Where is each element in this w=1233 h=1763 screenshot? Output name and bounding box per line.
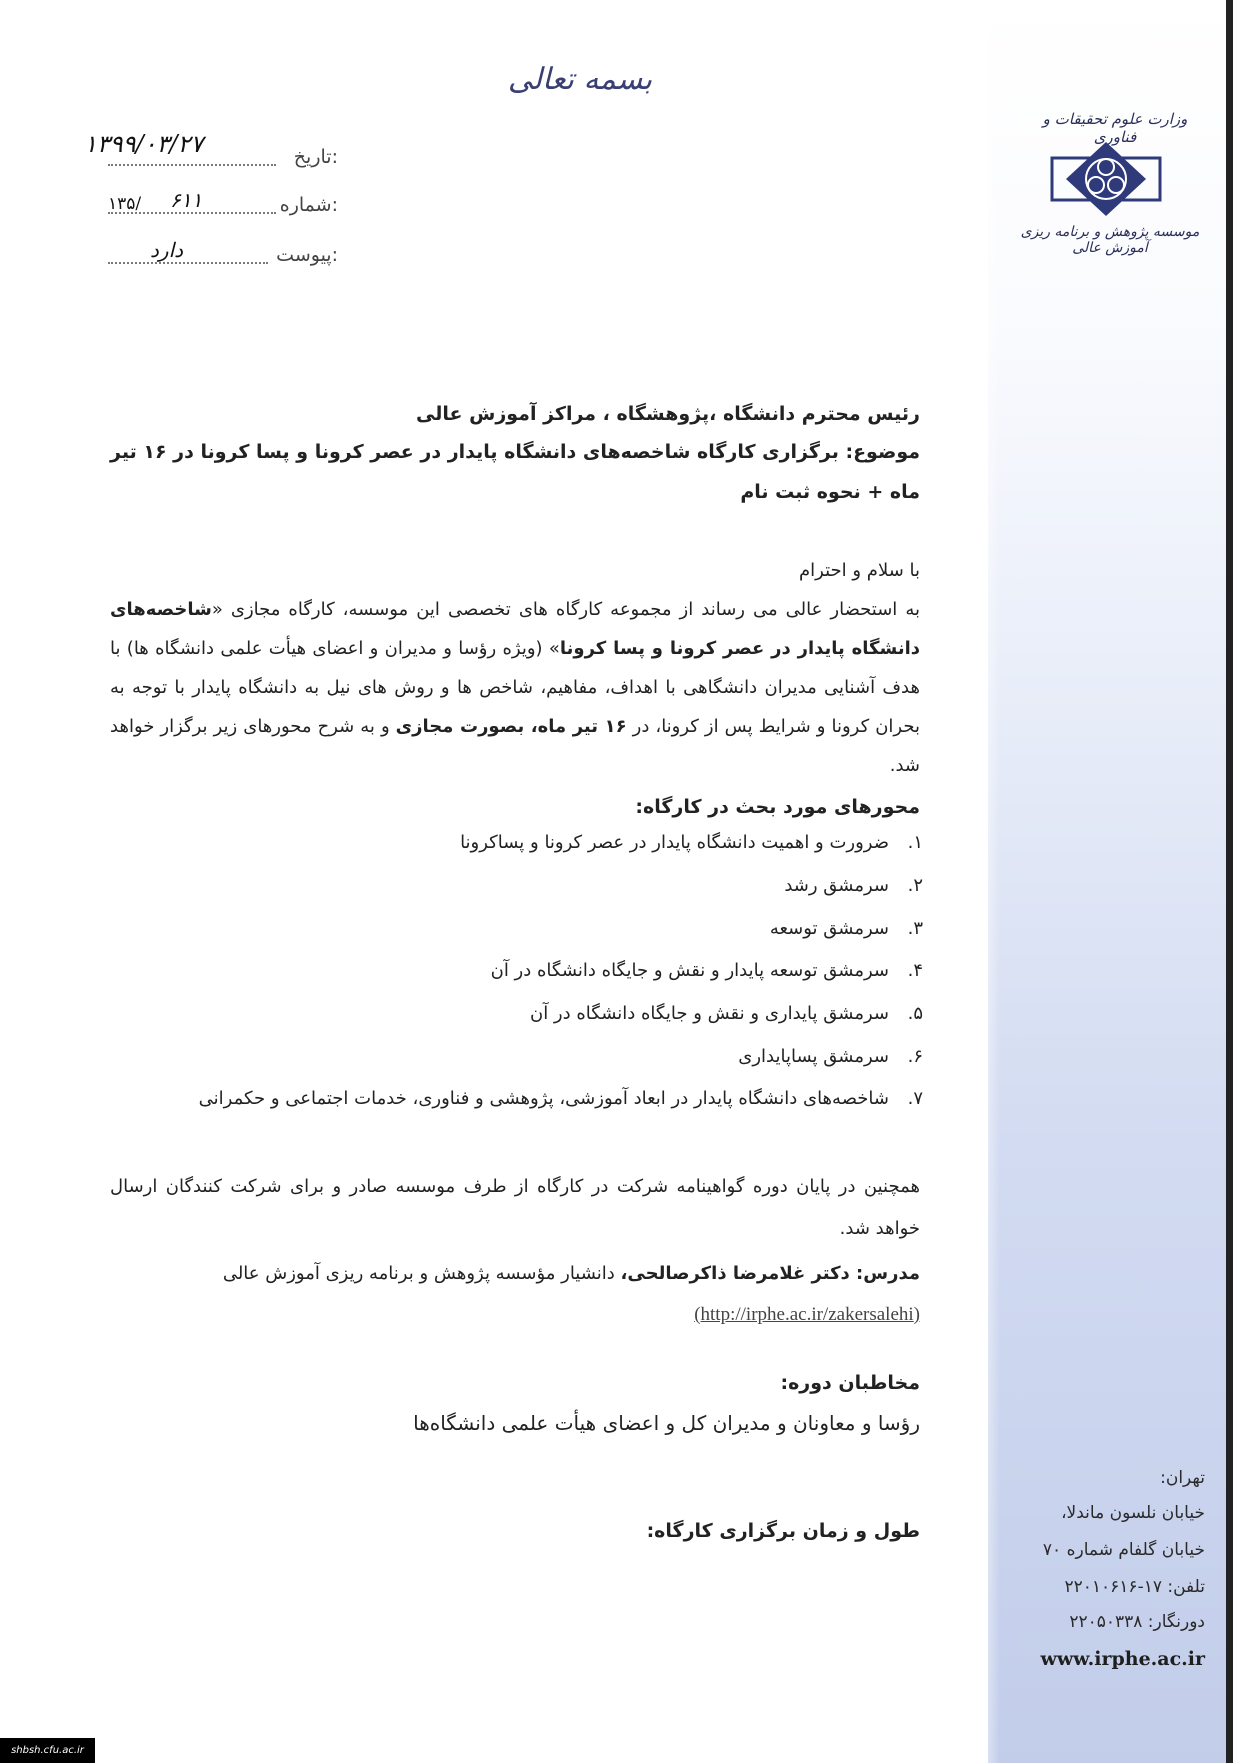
address-phone: تلفن: ۱۷-۲۲۰۱۰۶۱۶ (1064, 1577, 1205, 1597)
letterhead-sidebar (988, 0, 1233, 1763)
topic-item (199, 1088, 923, 1109)
topic-text: سرمشق توسعه (769, 918, 889, 939)
address-fax: دورنگار: ۲۲۰۵۰۳۳۸ (1069, 1612, 1205, 1632)
institute-name: موسسه پژوهش و برنامه ریزی آموزش عالی (1020, 224, 1200, 256)
attachment-dots (108, 262, 268, 264)
attachment-label: پیوست: (276, 244, 338, 266)
topic-number: ۵. (907, 1003, 923, 1024)
intro-text-a: به استحضار عالی می رساند از مجموعه کارگاه های تخصصی این موسسه، کارگاه مجازی « (211, 599, 920, 620)
audience-heading: مخاطبان دوره: (780, 1372, 920, 1394)
instructor-desc: دانشیار مؤسسه پژوهش و برنامه ریزی آموزش عالی (222, 1263, 621, 1284)
topic-number: ۳. (907, 918, 923, 939)
watermark: shbsh.cfu.ac.ir (0, 1738, 95, 1763)
intro-text-e: و به شرح محورهای زیر برگزار خواهد شد. (110, 716, 920, 776)
paragraph-intro (110, 590, 920, 785)
topic-text: سرمشق پایداری و نقش و جایگاه دانشگاه در آن (529, 1003, 889, 1024)
topic-text: شاخصه‌های دانشگاه پایدار در ابعاد آموزشی، پژوهشی و فناوری، خدمات اجتماعی و حکمرانی (198, 1088, 889, 1109)
topic-number: ۲. (907, 875, 923, 896)
topic-item (530, 1003, 923, 1024)
number-prefix: ۱۳۵/ (108, 194, 142, 214)
topic-number: ۴. (907, 960, 923, 981)
ministry-name: وزارت علوم تحقیقات و فناوری (1042, 110, 1188, 146)
duration-heading: طول و زمان برگزاری کارگاه: (646, 1520, 920, 1542)
instructor-url[interactable]: (http://irphe.ac.ir/zakersalehi) (694, 1304, 920, 1325)
address-street2: خیابان گلفام شماره ۷۰ (1042, 1540, 1205, 1560)
topic-number: ۱. (907, 832, 923, 853)
topic-item (770, 918, 923, 939)
topic-text: سرمشق توسعه پایدار و نقش و جایگاه دانشگاه در آن (490, 960, 889, 981)
workshop-title: شاخصه‌های دانشگاه پایدار در عصر کرونا و پسا کرونا (110, 599, 920, 659)
topic-number: ۶. (907, 1046, 923, 1067)
address-street1: خیابان نلسون ماندلا، (1061, 1503, 1205, 1523)
date-value: ۱۳۹۹/۰۳/۲۷ (84, 130, 204, 158)
attachment-value: دارد (150, 238, 184, 262)
number-label: شماره: (279, 194, 338, 216)
date-dots (108, 164, 276, 166)
topics-heading: محورهای مورد بحث در کارگاه: (635, 796, 920, 818)
audience-text: رؤسا و معاونان و مدیران کل و اعضای هیأت علمی دانشگاه‌ها (413, 1411, 920, 1435)
topic-text: سرمشق پساپایداری (738, 1046, 889, 1067)
bismillah: بسمه تعالی (507, 62, 653, 97)
recipient: رئیس محترم دانشگاه ،پژوهشگاه ، مراکز آموزش عالی (416, 403, 920, 425)
institute-logo (1050, 140, 1162, 218)
topic-item (738, 1046, 923, 1067)
topic-number: ۷. (907, 1088, 923, 1109)
topic-item (784, 875, 923, 896)
certificate-note: همچنین در پایان دوره گواهینامه شرکت در کارگاه از طرف موسسه صادر و برای شرکت کنندگان ارسال خواهد شد. (110, 1176, 920, 1239)
workshop-date: ۱۶ تیر ماه، بصورت مجازی (395, 716, 627, 737)
number-value: ۶۱۱ (170, 188, 203, 212)
instructor (110, 1254, 920, 1294)
topic-text: سرمشق رشد (784, 875, 889, 896)
website[interactable]: www.irphe.ac.ir (1040, 1648, 1205, 1670)
instructor-name: مدرس: دکتر غلامرضا ذاکرصالحی، (620, 1263, 920, 1284)
topic-text: ضرورت و اهمیت دانشگاه پایدار در عصر کرونا و پساکرونا (460, 832, 889, 853)
greeting: با سلام و احترام (799, 560, 920, 581)
scan-edge (1226, 0, 1233, 1763)
subject: موضوع: برگزاری کارگاه شاخصه‌های دانشگاه پایدار در عصر کرونا و پسا کرونا در ۱۶ تیر ماه + نحوه ثبت نام (110, 441, 921, 503)
address-city: تهران: (1160, 1468, 1205, 1488)
sidebar-fade (970, 0, 1000, 1763)
topic-item (491, 960, 923, 981)
date-label: تاریخ: (293, 146, 338, 168)
intro-text-c: » (ویژه رؤسا و مدیران و اعضای هیأت علمی دانشگاه ها) با هدف آشنایی مدیران دانشگاهی با اهداف، مفاهیم، شاخص ها و روش های نیل به دانشگاه پایدار با توجه به بحران کرونا و شرایط پس از کرونا، در (110, 638, 920, 737)
topic-item (460, 832, 923, 853)
